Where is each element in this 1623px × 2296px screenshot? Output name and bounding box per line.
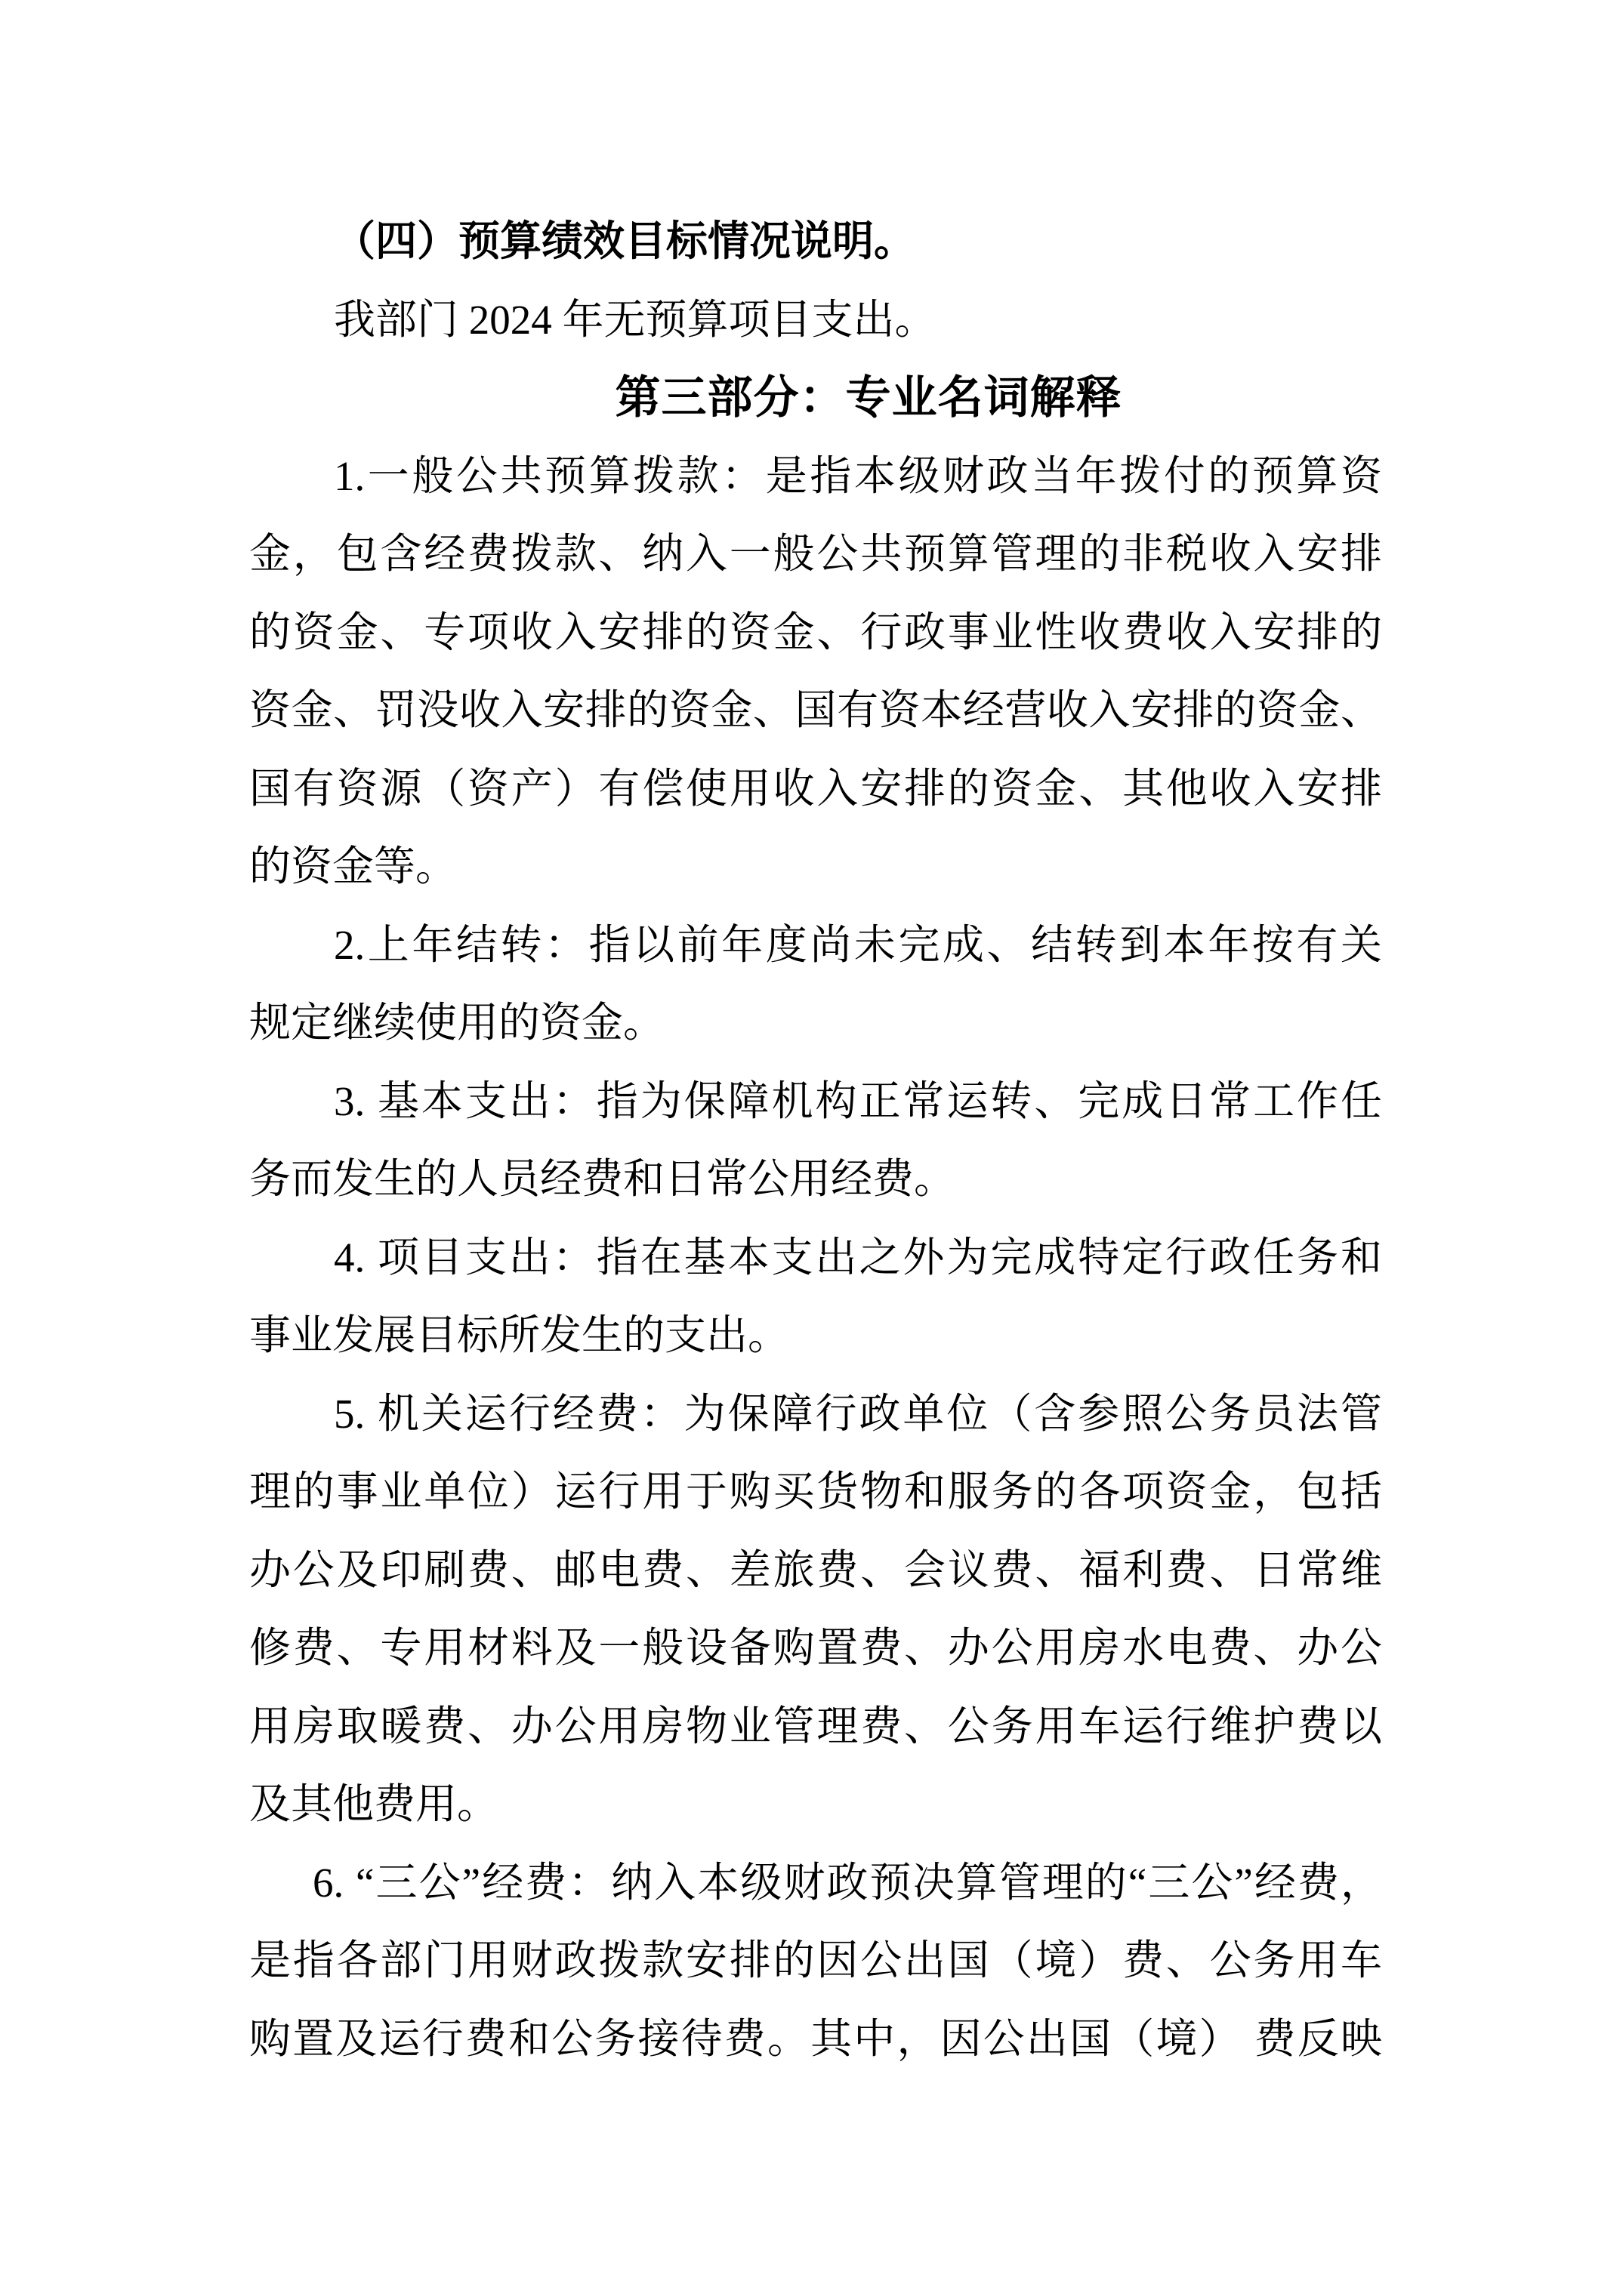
paragraph-line: 1.一般公共预算拨款：是指本级财政当年拨付的预算资 xyxy=(334,452,1382,499)
paragraph-line: 4. 项目支出：指在基本支出之外为完成特定行政任务和 xyxy=(334,1234,1382,1281)
paragraph-line: 金，包含经费拨款、纳入一般公共预算管理的非税收入安排 xyxy=(249,531,1382,577)
paragraph-line: 6. “三公”经费：纳入本级财政预决算管理的“三公”经费， xyxy=(313,1859,1382,1906)
section-heading: 第三部分：专业名词解释 xyxy=(615,372,1122,423)
paragraph-line: 修费、专用材料及一般设备购置费、办公用房水电费、办公 xyxy=(249,1625,1382,1671)
paragraph-line: 5. 机关运行经费：为保障行政单位（含参照公务员法管 xyxy=(334,1390,1382,1437)
paragraph-line: 2.上年结转：指以前年度尚未完成、结转到本年按有关 xyxy=(334,921,1382,968)
text-block xyxy=(249,202,1382,2078)
paragraph-line: 3. 基本支出：指为保障机构正常运转、完成日常工作任 xyxy=(334,1077,1382,1124)
subsection-title: （四）预算绩效目标情况说明。 xyxy=(334,218,916,264)
paragraph-line: 的资金、专项收入安排的资金、行政事业性收费收入安排的 xyxy=(249,609,1382,655)
paragraph-line: 购置及运行费和公务接待费。其中，因公出国（境） 费反映 xyxy=(249,2015,1382,2062)
paragraph-line: 资金、罚没收入安排的资金、国有资本经营收入安排的资金、 xyxy=(249,687,1382,733)
paragraph-line: 理的事业单位）运行用于购买货物和服务的各项资金，包括 xyxy=(249,1469,1382,1515)
paragraph-line: 我部门 2024 年无预算项目支出。 xyxy=(334,296,936,343)
paragraph-line: 用房取暖费、办公用房物业管理费、公务用车运行维护费以 xyxy=(249,1703,1382,1749)
paragraph-line: 办公及印刷费、邮电费、差旅费、会议费、福利费、日常维 xyxy=(249,1546,1382,1593)
paragraph-line: 及其他费用。 xyxy=(249,1781,499,1827)
paragraph-line: 事业发展目标所发生的支出。 xyxy=(249,1312,790,1358)
paragraph-line: 务而发生的人员经费和日常公用经费。 xyxy=(249,1156,956,1202)
paragraph-line: 国有资源（资产）有偿使用收入安排的资金、其他收入安排 xyxy=(249,765,1382,812)
paragraph-line: 是指各部门用财政拨款安排的因公出国（境）费、公务用车 xyxy=(249,1937,1382,1983)
paragraph-line: 的资金等。 xyxy=(249,843,458,889)
paragraph-line: 规定继续使用的资金。 xyxy=(249,1000,665,1046)
